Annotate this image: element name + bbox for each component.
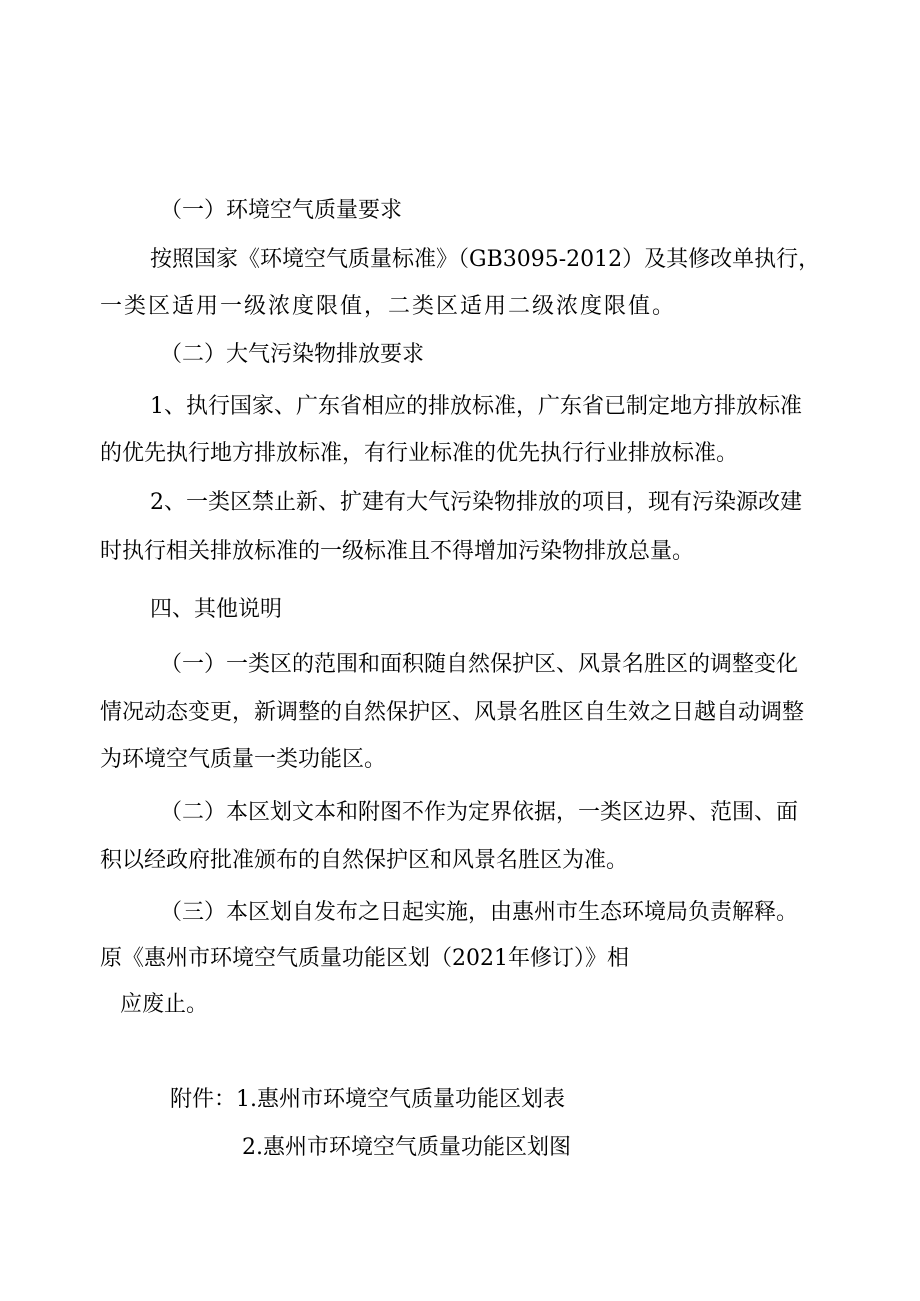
list-item-line: 1、执行国家、广东省相应的排放标准，广东省已制定地方排放标准 [150,394,802,419]
note-line: 积以经政府批准颁布的自然保护区和风景名胜区为准。 [100,848,629,873]
note-line: 情况动态变更，新调整的自然保护区、风景名胜区自生效之日越自动调整 [100,700,805,725]
note-line: （一）一类区的范围和面积随自然保护区、风景名胜区的调整变化 [160,652,799,677]
attachment-line: 附件：1.惠州市环境空气质量功能区划表 [170,1087,565,1112]
note-line: （三）本区划自发布之日起实施，由惠州市生态环境局负责解释。 [160,900,799,925]
list-item-line: 时执行相关排放标准的一级标准且不得增加污染物排放总量。 [100,539,695,564]
paragraph-line: 按照国家《环境空气质量标准》（GB3095-2012）及其修改单执行， [150,247,821,272]
list-item-line: 2、一类区禁止新、扩建有大气污染物排放的项目，现有污染源改建 [150,490,802,515]
paragraph-line: 一类区适用一级浓度限值，二类区适用二级浓度限值。 [100,294,677,319]
chapter-heading-other-notes: 四、其他说明 [150,597,283,622]
section-heading-air-quality: （一）环境空气质量要求 [160,198,403,223]
attachment-line: 2.惠州市环境空气质量功能区划图 [242,1135,571,1160]
note-line: （二）本区划文本和附图不作为定界依据，一类区边界、范围、面 [160,800,799,825]
list-item-line: 的优先执行地方排放标准，有行业标准的优先执行行业排放标准。 [100,441,739,466]
section-heading-emissions: （二）大气污染物排放要求 [160,342,425,367]
note-line: 应废止。 [120,992,209,1017]
note-line: 原《惠州市环境空气质量功能区划（2021年修订）》相 [100,946,629,971]
note-line: 为环境空气质量一类功能区。 [100,747,387,772]
